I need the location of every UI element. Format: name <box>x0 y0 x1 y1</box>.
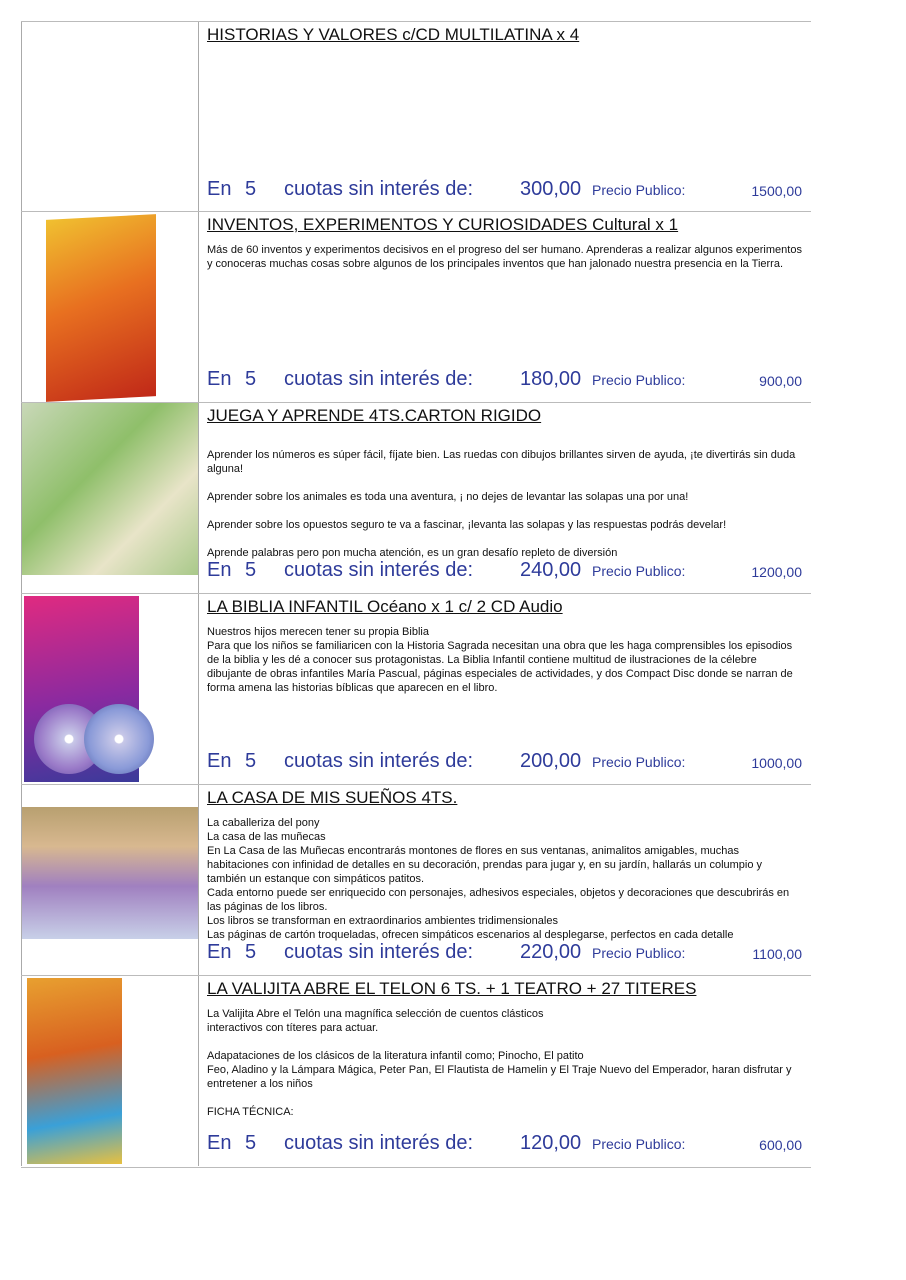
price-line <box>207 1132 807 1158</box>
installment-amount: 240,00 <box>520 559 582 581</box>
installment-amount: 180,00 <box>520 368 582 390</box>
product-image-juega <box>21 403 199 593</box>
installment-amount: 200,00 <box>520 750 582 772</box>
public-price-label: Precio Publico: <box>592 372 686 388</box>
product-image-valijita <box>21 976 199 1166</box>
en-label: En <box>207 368 232 390</box>
cuotas-label: cuotas sin interés de: <box>284 941 473 963</box>
product-row <box>21 784 811 976</box>
price-line <box>207 178 807 204</box>
installments: 5 <box>245 941 257 963</box>
cuotas-label: cuotas sin interés de: <box>284 178 473 200</box>
price-line <box>207 368 807 394</box>
product-row <box>21 402 811 594</box>
product-row <box>21 21 811 213</box>
public-price-label: Precio Publico: <box>592 754 686 770</box>
en-label: En <box>207 178 232 200</box>
cuotas-label: cuotas sin interés de: <box>284 1132 473 1154</box>
product-row <box>21 975 811 1168</box>
product-title: LA BIBLIA INFANTIL Océano x 1 c/ 2 CD Audio <box>207 597 563 616</box>
cuotas-label: cuotas sin interés de: <box>284 750 473 772</box>
en-label: En <box>207 1132 232 1154</box>
installment-amount: 300,00 <box>520 178 582 200</box>
product-image-empty <box>21 22 199 212</box>
product-description: La Valijita Abre el Telón una magnífica selección de cuentos clásticos interactivos con títeres para actuar. Adapataciones de los clásicos de la literatura infantil como; Pinocho, El patito Feo, Aladino y la Lámpara Mágica, Peter Pan, El Flautista de Hamelin y El Traje Nuevo del Emperador, haran disfrutar y entretener a los niños FICHA TÉCNICA: <box>207 1008 792 1118</box>
installments: 5 <box>245 559 257 581</box>
en-label: En <box>207 559 232 581</box>
public-price: 1200,00 <box>751 564 802 580</box>
product-description: Aprender los números es súper fácil, fíjate bien. Las ruedas con dibujos brillantes sirven de ayuda, ¡te divertirás sin duda alguna! Aprender sobre los animales es toda una aventura, ¡ no dejes de levantar las solapas una por una! Aprender sobre los opuestos seguro te va a fascinar, ¡levanta las solapas y las respuestas podrás develar! Aprende palabras pero pon mucha atención, es un gran desafío repleto de diversión <box>207 449 796 559</box>
public-price-label: Precio Publico: <box>592 182 686 198</box>
price-line <box>207 559 807 585</box>
installment-amount: 120,00 <box>520 1132 582 1154</box>
product-row <box>21 593 811 785</box>
product-row <box>21 211 811 403</box>
public-price-label: Precio Publico: <box>592 945 686 961</box>
en-label: En <box>207 750 232 772</box>
cuotas-label: cuotas sin interés de: <box>284 368 473 390</box>
public-price: 600,00 <box>759 1137 802 1153</box>
product-description: Nuestros hijos merecen tener su propia Biblia Para que los niños se familiaricen con la Historia Sagrada necesitan una obra que les haga comprensibles los episodios de la biblia y les dé a conocer sus protagonistas. La Biblia Infantil contiene multitud de ilustraciones de la célebre dibujante de obras infantiles María Pascual, páginas especiales de actividades, y dos Compact Disc donde se narran de forma amena las historias bíblicas que aparecen en el libro. <box>207 626 793 694</box>
price-line <box>207 750 807 776</box>
product-title: LA CASA DE MIS SUEÑOS 4TS. <box>207 788 458 807</box>
price-line <box>207 941 807 967</box>
public-price-label: Precio Publico: <box>592 1136 686 1152</box>
product-title: INVENTOS, EXPERIMENTOS Y CURIOSIDADES Cultural x 1 <box>207 215 679 234</box>
installments: 5 <box>245 750 257 772</box>
product-image-casa <box>21 785 199 975</box>
installment-amount: 220,00 <box>520 941 582 963</box>
product-image-inventos <box>21 212 199 402</box>
product-title: LA VALIJITA ABRE EL TELON 6 TS. + 1 TEATRO + 27 TITERES <box>207 979 697 998</box>
public-price: 900,00 <box>759 373 802 389</box>
installments: 5 <box>245 178 257 200</box>
product-description <box>207 53 802 169</box>
product-title: HISTORIAS Y VALORES c/CD MULTILATINA x 4 <box>207 25 580 44</box>
product-description: Más de 60 inventos y experimentos decisivos en el progreso del ser humano. Aprenderas a realizar algunos experimentos y conoceras muchas cosas sobre algunos de los principales inventos que han jalonado nuestra presencia en la Tierra. <box>207 244 806 270</box>
public-price: 1500,00 <box>751 183 802 199</box>
public-price: 1000,00 <box>751 755 802 771</box>
installments: 5 <box>245 368 257 390</box>
en-label: En <box>207 941 232 963</box>
product-image-biblia <box>21 594 199 784</box>
public-price: 1100,00 <box>752 946 802 962</box>
cuotas-label: cuotas sin interés de: <box>284 559 473 581</box>
product-title: JUEGA Y APRENDE 4TS.CARTON RIGIDO <box>207 406 542 425</box>
installments: 5 <box>245 1132 257 1154</box>
product-description: La caballeriza del pony La casa de las muñecas En La Casa de las Muñecas encontrarás montones de flores en sus ventanas, animalitos amigables, muchas habitaciones con infinidad de detalles en su decoración, prendas para jugar y, en su jardín, hallarás un columpio y también un estanque con simpáticos patitos. Cada entorno puede ser enriquecido con personajes, adhesivos especiales, objetos y decoraciones que descubrirás en las páginas de los libros. Los libros se transforman en extraordinarios ambientes tridimensionales Las páginas de cartón troqueladas, ofrecen simpáticos escenarios al desplegarse, perfectos en cada detalle <box>207 817 790 941</box>
public-price-label: Precio Publico: <box>592 563 686 579</box>
